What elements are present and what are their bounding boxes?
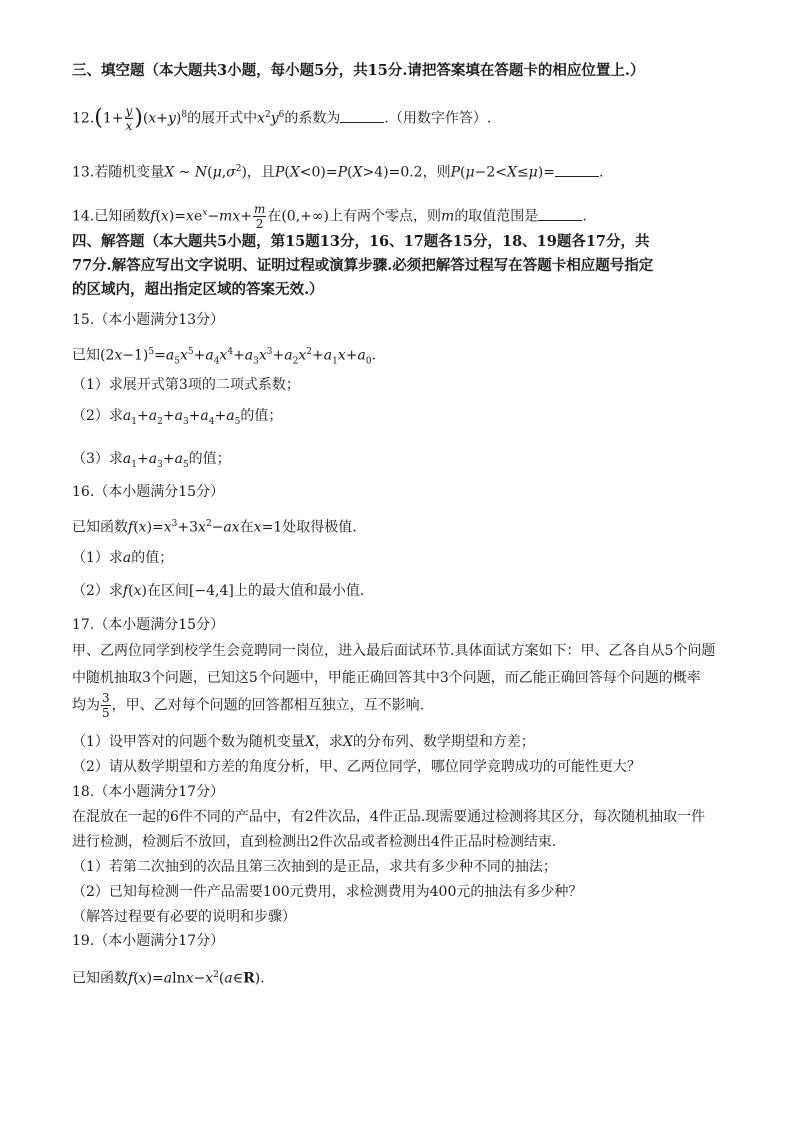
question-18-part2: （2）已知每检测一件产品需要100元费用，求检测费用为400元的抽法有多少种？ (72, 884, 583, 900)
question-16-title: 16.（本小题满分15分） (72, 484, 225, 500)
question-15-intro: 已知$(2x-1)^5=a_5x^5+a_4x^4+a_3x^3+a_2x^2+a_1x+a_0$. (72, 347, 377, 367)
question-17-line2: 中随机抽取3个问题，已知这5个问题中，甲能正确回答其中3个问题，而乙能正确回答每个问题的概率 (72, 670, 701, 686)
question-12: 12.(1+ $\frac{y}{x}$ )$(x+y)^8$的展开式中$x^2y^6$的系数为 .（用数字作答）. (72, 104, 492, 133)
question-17-part2: （2）请从数学期望和方差的角度分析，甲、乙两位同学，哪位同学竞聘成功的可能性更大？ (72, 759, 641, 775)
question-15-part1: （1）求展开式第3项的二项式系数； (72, 377, 300, 393)
answer-blank (555, 164, 599, 177)
question-15-title: 15.（本小题满分13分） (72, 312, 225, 328)
question-18-line1: 在混放在一起的6件不同的产品中，有2件次品，4件正品.现需要通过检测将其区分，每次随机抽取一件 (72, 809, 706, 825)
question-15-part2: （2）求$a_1+a_2+a_3+a_4+a_5$的值； (72, 408, 283, 427)
question-18-part1: （1）若第二次抽到的次品且第三次抽到的是正品，求共有多少种不同的抽法； (72, 859, 557, 875)
question-16-part2: （2）求f(x)在区间[−4,4]上的最大值和最小值. (72, 583, 365, 599)
question-18-note: （解答过程要有必要的说明和步骤） (72, 909, 296, 925)
answer-blank (538, 208, 582, 221)
question-13: 13.若随机变量X ~ $N(\mu,\sigma^2)$，且P(X<0)=P(X>4)=0.2，则P(μ−2<X≤μ)= . (72, 164, 604, 181)
question-15-part3: （3）求$a_1+a_3+a_5$的值； (72, 451, 231, 470)
question-19-intro: 已知函数$f(x)=alnx-x^2(a\in R)$. (72, 970, 265, 987)
question-16-part1: （1）求a的值； (72, 550, 174, 566)
question-18-title: 18.（本小题满分17分） (72, 784, 225, 800)
question-19-title: 19.（本小题满分17分） (72, 933, 225, 949)
section4-heading-line2: 77分.解答应写出文字说明、证明过程或演算步骤.必须把解答过程写在答题卡相应题号指定 (72, 257, 654, 274)
question-17-line1: 甲、乙两位同学到校学生会竞聘同一岗位，进入最后面试环节.具体面试方案如下：甲、乙各自从5个问题 (72, 643, 716, 659)
section4-heading-line3: 的区域内，超出指定区域的答案无效.） (72, 281, 324, 298)
question-17-part1: （1）设甲答对的问题个数为随机变量X，求X的分布列、数学期望和方差； (72, 734, 535, 750)
question-18-line2: 进行检测，检测后不放回，直到检测出2件次品或者检测出4件正品时检测结束. (72, 834, 557, 850)
question-17-line3: 均为 $\frac{3}{5}$ ，甲、乙对每个问题的回答都相互独立，互不影响. (72, 691, 425, 720)
answer-blank (340, 110, 384, 123)
question-17-title: 17.（本小题满分15分） (72, 617, 225, 633)
question-14: 14.已知函数$f(x)=xe^x-mx+$ $\frac{m}{2}$ 在(0,+∞)上有两个零点，则m的取值范围是 . (72, 202, 587, 231)
section4-heading-line1: 四、解答题（本大题共5小题，第15题13分，16、17题各15分，18、19题各17分，共 (72, 233, 650, 250)
section3-heading: 三、填空题（本大题共3小题，每小题5分，共15分.请把答案填在答题卡的相应位置上.） (72, 62, 645, 79)
question-16-intro: 已知函数$f(x)=x^3+3x^2-ax$在x=1处取得极值. (72, 519, 357, 536)
